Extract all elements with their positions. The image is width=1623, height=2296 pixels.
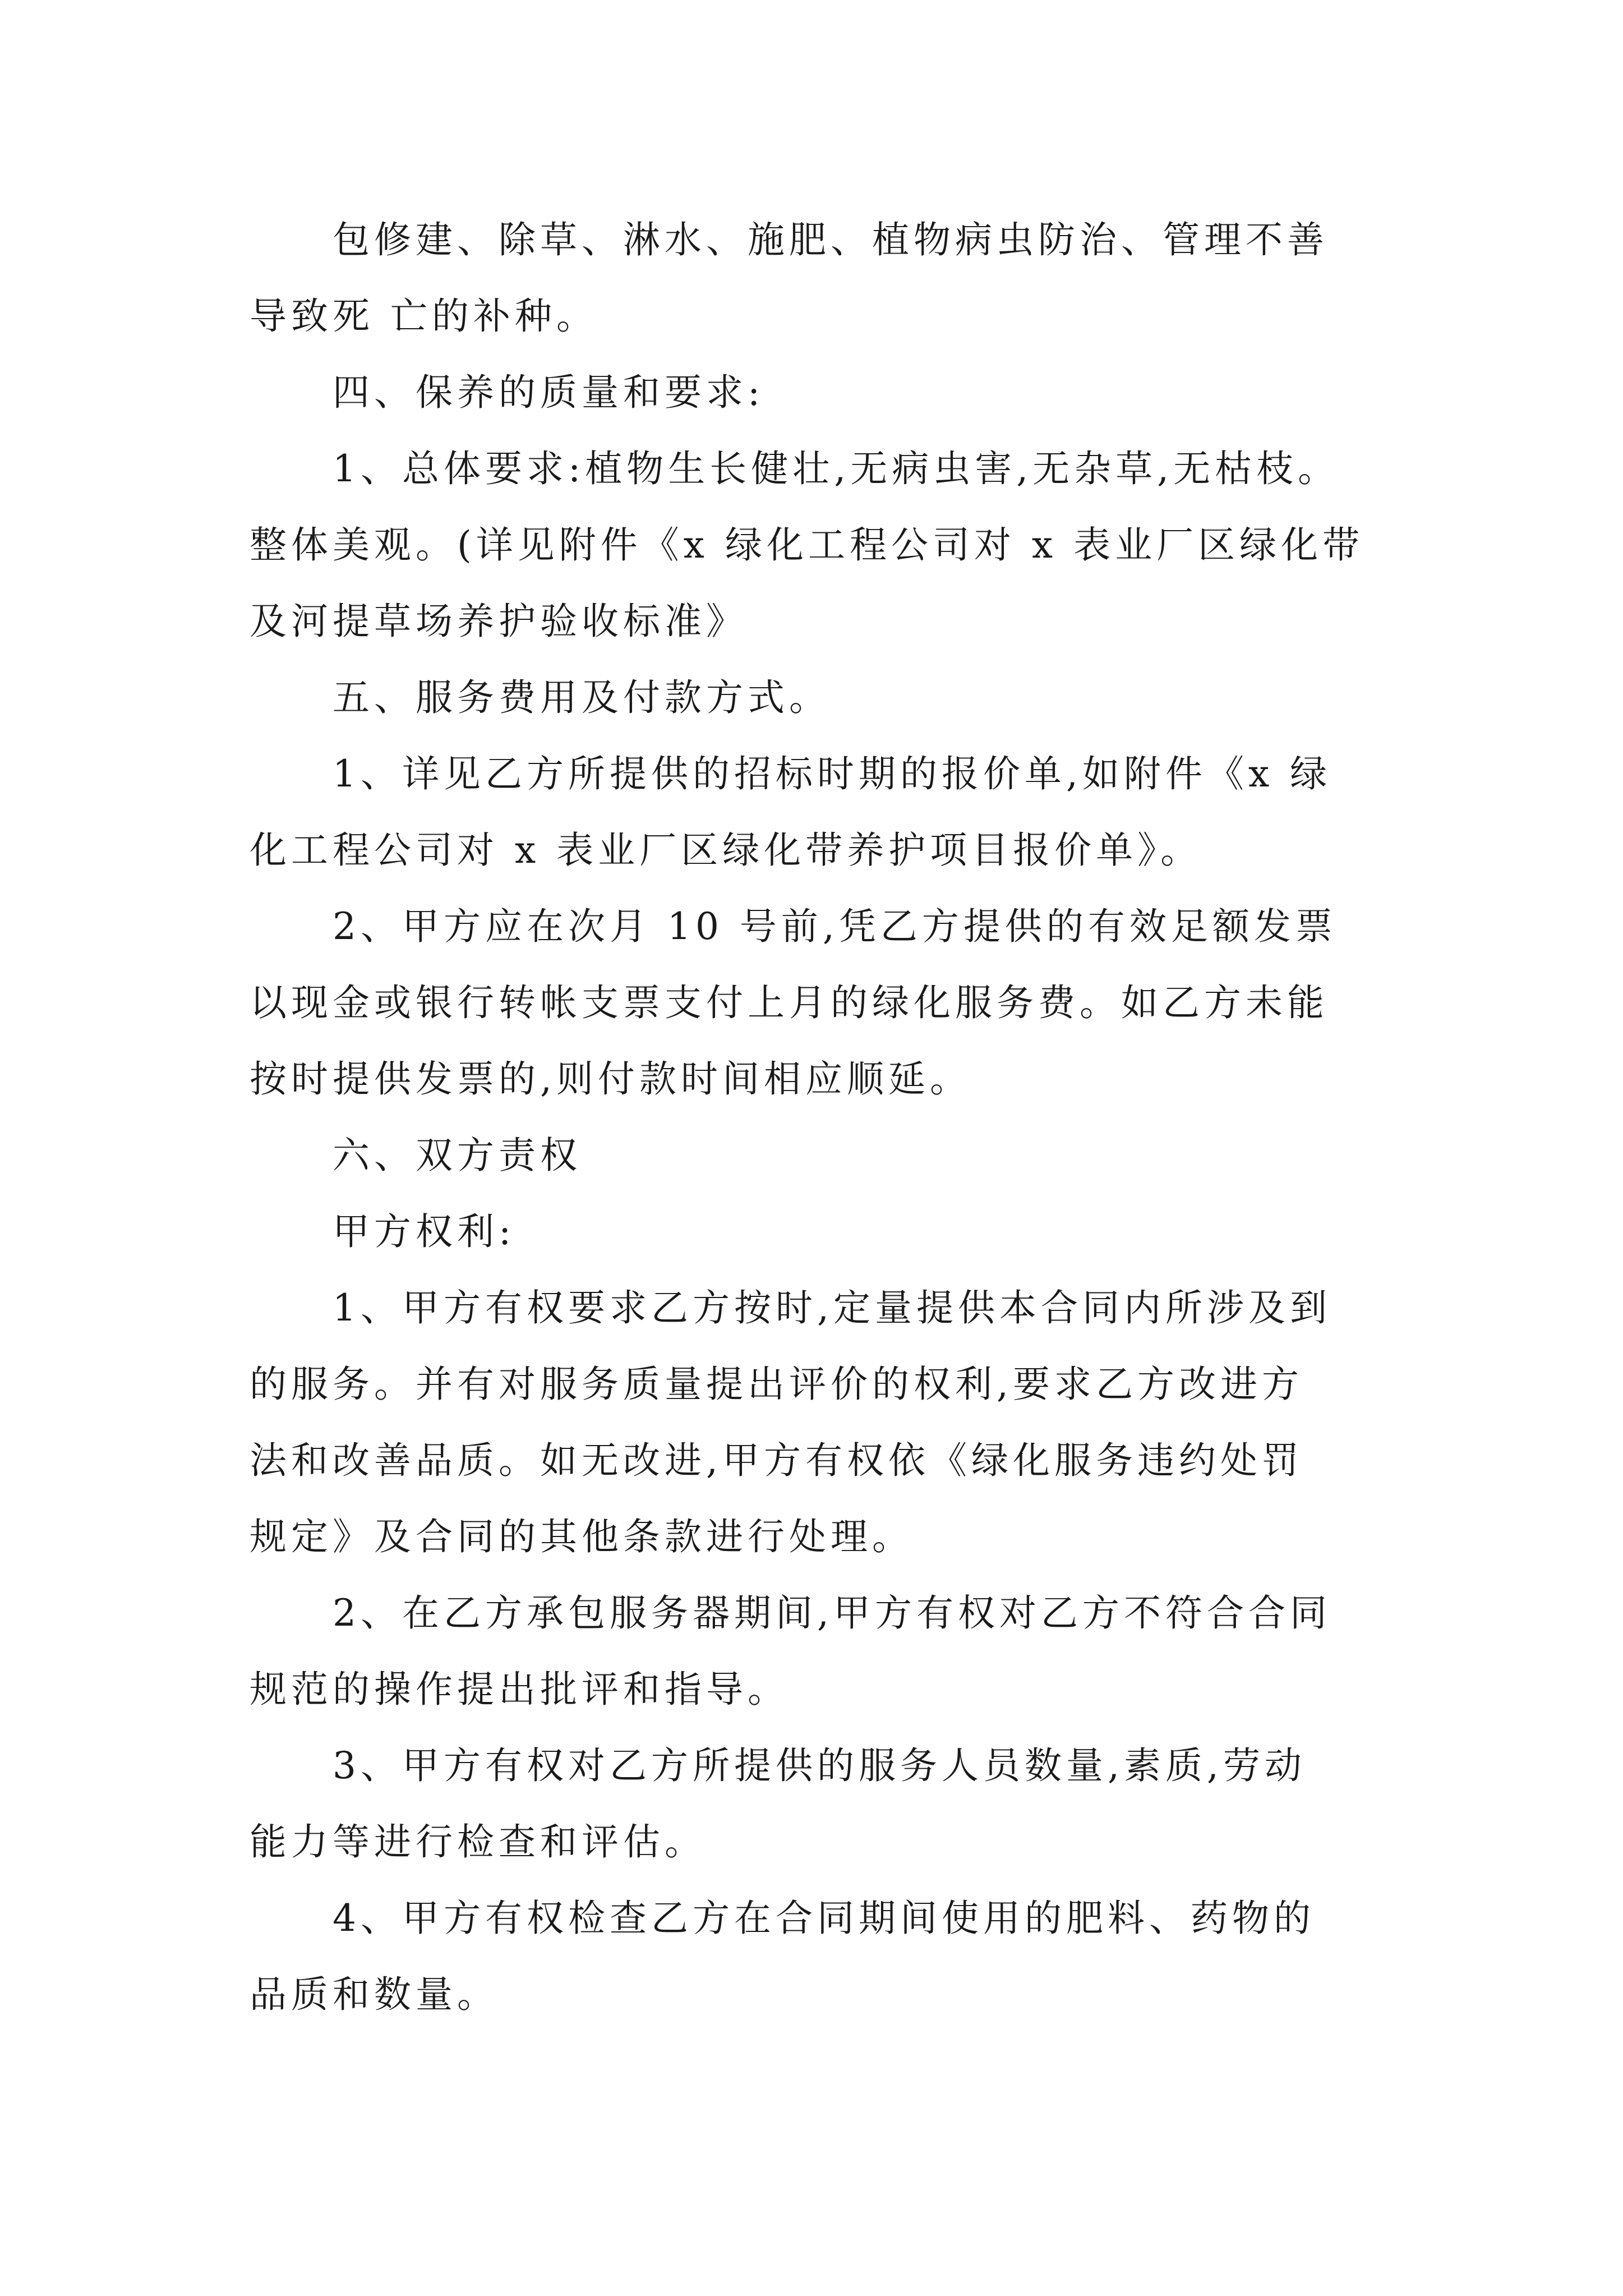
- subsection-heading: 甲方权利:: [333, 1210, 516, 1253]
- text-line: 导致死 亡的补种。: [250, 295, 598, 338]
- section-heading: 五、服务费用及付款方式。: [333, 676, 831, 719]
- document-body: [250, 202, 1377, 2033]
- text-line: 4、甲方有权检查乙方在合同期间使用的肥料、药物的: [333, 1897, 1315, 1940]
- text-line: 的服务。并有对服务质量提出评价的权利,要求乙方改进方: [250, 1363, 1303, 1406]
- text-line: 按时提供发票的,则付款时间相应顺延。: [250, 1057, 971, 1101]
- text-line: 2、在乙方承包服务器期间,甲方有权对乙方不符合合同: [333, 1591, 1331, 1635]
- text-line: 2、甲方应在次月 10 号前,凭乙方提供的有效足额发票: [333, 905, 1337, 948]
- section-heading: 六、双方责权: [333, 1134, 582, 1177]
- text-line: 1、总体要求:植物生长健壮,无病虫害,无杂草,无枯枝。: [333, 447, 1340, 490]
- text-line: 规定》及合同的其他条款进行处理。: [250, 1515, 914, 1558]
- text-line: 整体美观。(详见附件《x 绿化工程公司对 x 表业厂区绿化带: [250, 523, 1364, 567]
- text-line: 1、详见乙方所提供的招标时期的报价单,如附件《x 绿: [333, 752, 1332, 795]
- text-line: 包修建、除草、淋水、施肥、植物病虫防治、管理不善: [333, 218, 1329, 261]
- section-heading: 四、保养的质量和要求:: [333, 371, 765, 414]
- text-line: 及河提草场养护验收标准》: [250, 600, 748, 643]
- text-line: 化工程公司对 x 表业厂区绿化带养护项目报价单》。: [250, 829, 1202, 872]
- text-line: 规范的操作提出批评和指导。: [250, 1668, 789, 1711]
- text-line: 1、甲方有权要求乙方按时,定量提供本合同内所涉及到: [333, 1286, 1331, 1329]
- text-line: 能力等进行检查和评估。: [250, 1820, 706, 1864]
- text-line: 3、甲方有权对乙方所提供的服务人员数量,素质,劳动: [333, 1744, 1306, 1787]
- text-line: 法和改善品质。如无改进,甲方有权依《绿化服务违约处罚: [250, 1439, 1303, 1482]
- text-line: 以现金或银行转帐支票支付上月的绿化服务费。如乙方未能: [250, 981, 1329, 1024]
- text-line: 品质和数量。: [250, 1973, 499, 2016]
